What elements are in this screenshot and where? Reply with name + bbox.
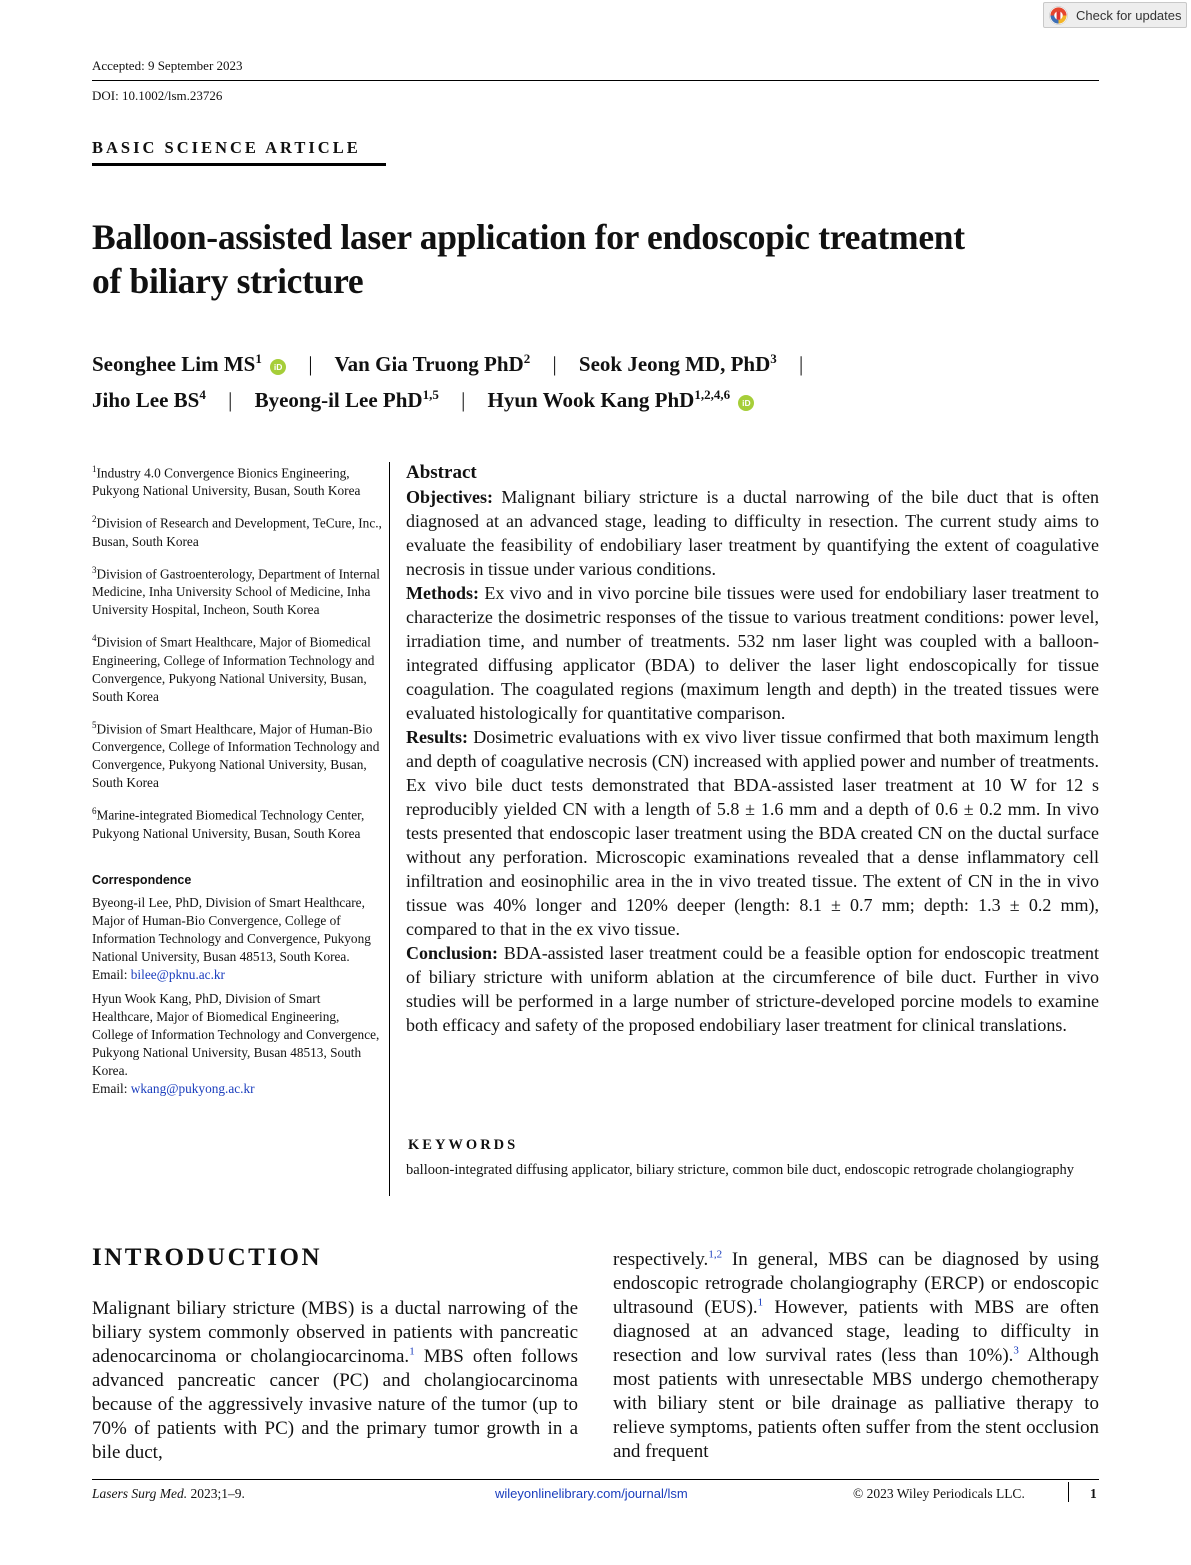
- results-label: Results:: [406, 727, 468, 747]
- orcid-icon[interactable]: iD: [270, 359, 286, 375]
- abstract-results: [406, 725, 1099, 941]
- footer-citation: [92, 1486, 245, 1502]
- author-line-2: [92, 382, 1092, 418]
- affiliation-text: Division of Smart Healthcare, Major of Biomedical Engineering, College of Information Technology and Convergence, Pukyong National University, Busan, South Korea: [92, 634, 375, 704]
- author-affiliation-sup: 3: [770, 351, 777, 366]
- abstract-heading: Abstract: [406, 462, 477, 483]
- author-affiliation-sup: 1,5: [422, 387, 439, 402]
- author-separator: |: [552, 352, 557, 376]
- introduction-heading: INTRODUCTION: [92, 1244, 323, 1271]
- author-name[interactable]: Van Gia Truong PhD: [334, 352, 524, 376]
- author-affiliation-sup: 4: [199, 387, 206, 402]
- footer-copyright: © 2023 Wiley Periodicals LLC.: [853, 1486, 1025, 1501]
- conclusion-label: Conclusion:: [406, 943, 499, 963]
- affiliation-text: Division of Gastroenterology, Department of Internal Medicine, Inha University School of Medicine, Inha University Hospital, Incheon, South Korea: [92, 566, 380, 618]
- body-text: Malignant biliary stricture (MBS) is a ductal narrowing of the biliary system commonly observed in patients with pancreatic adenocarcinoma or cholangiocarcinoma.: [92, 1298, 578, 1367]
- results-text: Dosimetric evaluations with ex vivo liver tissue confirmed that both maximum length and depth of coagulative necrosis (CN) increased with applied power and number of treatments. Ex vivo bile duct tests demonstrated that BDA‐assisted laser treatment at 10 W for 12 s reproducibly yielded CN with a length of 5.8 ± 1.6 mm and a depth of 0.6 ± 0.2 mm. In vivo tests presented that endoscopic laser treatment using the BDA created CN on the ductal surface without any perforation. Microscopic examinations revealed that a dense inflammatory cell infiltration and eosinophilic area in the in vivo treated tissue. The extent of CN in the in vivo tissue was 40% longer and 120% deeper (length: 8.1 ± 0.7 mm; depth: 1.3 ± 0.2 mm), compared to that in the ex vivo tissue.: [406, 727, 1099, 939]
- affiliation-number: 3: [92, 564, 97, 575]
- footer-url[interactable]: wileyonlinelibrary.com/journal/lsm: [495, 1486, 688, 1501]
- abstract-methods: [406, 581, 1099, 725]
- keywords-text: balloon‐integrated diffusing applicator, biliary stricture, common bile duct, endoscopic retrograde cholangiography: [406, 1162, 1074, 1178]
- author-affiliation-sup: 1,2,4,6: [694, 387, 731, 402]
- footer-journal: Lasers Surg Med.: [92, 1486, 188, 1501]
- body-text: respectively.: [613, 1249, 709, 1270]
- column-divider: [389, 462, 390, 1196]
- check-for-updates-label: Check for updates: [1076, 7, 1182, 23]
- header-rule: [92, 80, 1099, 81]
- author-name[interactable]: Seok Jeong MD, PhD: [578, 352, 771, 376]
- abstract-conclusion: [406, 941, 1099, 1037]
- affiliation-text: Marine‐integrated Biomedical Technology Center, Pukyong National University, Busan, South Korea: [92, 807, 365, 841]
- correspondence-entry: [92, 990, 382, 1098]
- author-separator: |: [308, 352, 313, 376]
- affiliation-number: 2: [92, 514, 97, 525]
- author-affiliation-sup: 2: [523, 351, 531, 366]
- email-link[interactable]: wkang@pukyong.ac.kr: [130, 1080, 255, 1096]
- author-line-1: [92, 346, 1092, 382]
- check-for-updates-button[interactable]: [1043, 2, 1187, 28]
- email-link[interactable]: bilee@pknu.ac.kr: [130, 966, 225, 982]
- citation-link[interactable]: 1: [757, 1296, 764, 1309]
- doi[interactable]: DOI: 10.1002/lsm.23726: [92, 88, 223, 103]
- crossmark-icon: [1049, 6, 1068, 25]
- affiliation-number: 4: [92, 633, 97, 644]
- methods-text: Ex vivo and in vivo porcine bile tissues were used for endobiliary laser treatment to characterize the dosimetric responses of the tissue to various treatment conditions: power level, irradiation time, and number of treatments. 532 nm laser light was coupled with a balloon‐integrated diffusing applicator (BDA) to deliver the laser light endoscopically for tissue coagulation. The coagulated regions (maximum length and depth) in the treated tissues were evaluated histologically for quantitative comparison.: [406, 583, 1099, 723]
- article-type: BASIC SCIENCE ARTICLE: [92, 138, 361, 157]
- affiliations-sidebar: [92, 460, 382, 1104]
- affiliation-text: Industry 4.0 Convergence Bionics Engineering, Pukyong National University, Busan, South Korea: [92, 465, 361, 499]
- accepted-date: Accepted: 9 September 2023: [92, 58, 243, 73]
- article-title: [92, 215, 1092, 303]
- article-type-rule: [92, 163, 386, 166]
- author-name[interactable]: Seonghee Lim MS: [92, 352, 256, 376]
- citation-link[interactable]: 3: [1013, 1344, 1019, 1357]
- correspondence-text: Hyun Wook Kang, PhD, Division of Smart Healthcare, Major of Biomedical Engineering, College of Information Technology and Convergence, Pukyong National University, Busan 48513, South Korea.: [92, 990, 380, 1078]
- body-text: MBS often follows advanced pancreatic cancer (PC) and cholangiocarcinoma because of the aggressively invasive nature of the tumor (up to 70% of patients with PC) and the primary tumor growth in a bile duct,: [92, 1346, 578, 1463]
- author-separator: |: [799, 352, 804, 376]
- affiliation-text: Division of Smart Healthcare, Major of Human‐Bio Convergence, College of Information Technology and Convergence, Pukyong National University, Busan, South Korea: [92, 721, 380, 791]
- conclusion-text: BDA‐assisted laser treatment could be a feasible option for endoscopic treatment of biliary stricture with uniform ablation at the circumference of bile duct. Further in vivo studies will be performed in a large number of stricture‐developed porcine models to examine both efficacy and safety of the proposed endobiliary laser treatment for clinical translations.: [406, 943, 1099, 1035]
- email-label: Email:: [92, 1080, 131, 1096]
- author-separator: |: [461, 388, 466, 412]
- footer-rule: [92, 1479, 1099, 1480]
- introduction-left-column: [92, 1297, 578, 1465]
- affiliation-number: 5: [92, 719, 97, 730]
- email-label: Email:: [92, 966, 131, 982]
- author-affiliation-sup: 1: [255, 351, 262, 366]
- author-list: [92, 346, 1092, 418]
- page-number: 1: [1090, 1486, 1097, 1501]
- affiliation-item: [92, 716, 382, 792]
- affiliation-item: [92, 629, 382, 705]
- title-line-1: Balloon‐assisted laser application for endoscopic treatment: [92, 217, 965, 257]
- author-name[interactable]: Jiho Lee BS: [92, 388, 200, 412]
- correspondence-entry: [92, 894, 382, 984]
- body-text: However, patients with MBS are often diagnosed at an advanced stage, leading to difficulty in resection and low survival rates (less than 10%).: [613, 1297, 1099, 1366]
- citation-link[interactable]: 1,2: [708, 1248, 723, 1261]
- methods-label: Methods:: [406, 583, 479, 603]
- affiliation-number: 6: [92, 806, 97, 817]
- correspondence-text: Byeong‐il Lee, PhD, Division of Smart Healthcare, Major of Human‐Bio Convergence, College of Information Technology and Convergence, Pukyong National University, Busan 48513, South Korea.: [92, 894, 371, 964]
- introduction-right-column: [613, 1248, 1099, 1464]
- objectives-label: Objectives:: [406, 487, 493, 507]
- body-text: In general, MBS can be diagnosed by using endoscopic retrograde cholangiography (ERCP) or endoscopic ultrasound (EUS).: [613, 1249, 1099, 1318]
- footer-divider: [1068, 1482, 1069, 1502]
- affiliation-text: Division of Research and Development, TeCure, Inc., Busan, South Korea: [92, 515, 382, 549]
- abstract: [406, 461, 1099, 1037]
- body-text: Although most patients with unresectable MBS undergo chemotherapy with biliary stent or bile drainage as palliative therapy to relieve symptoms, patients often suffer from the stent occlusion and frequent: [613, 1345, 1099, 1462]
- affiliation-item: [92, 802, 382, 842]
- title-line-2: of biliary stricture: [92, 261, 364, 301]
- orcid-icon[interactable]: iD: [738, 395, 754, 411]
- objectives-text: Malignant biliary stricture is a ductal narrowing of the bile duct that is often diagnosed at an advanced stage, leading to difficulty in resection. The current study aims to evaluate the feasibility of endobiliary laser treatment by quantifying the extent of coagulative necrosis in tissue under various conditions.: [406, 487, 1099, 579]
- author-name[interactable]: Byeong‐il Lee PhD: [254, 388, 423, 412]
- affiliation-item: [92, 561, 382, 619]
- keywords-heading: KEYWORDS: [408, 1137, 519, 1153]
- affiliation-number: 1: [92, 464, 97, 474]
- affiliation-item: [92, 510, 382, 550]
- affiliation-item: [92, 460, 382, 500]
- correspondence-heading: Correspondence: [92, 872, 192, 887]
- abstract-objectives: [406, 485, 1099, 581]
- footer-year-pages: 2023;1–9.: [187, 1486, 245, 1501]
- citation-link[interactable]: 1: [409, 1345, 415, 1358]
- author-separator: |: [228, 388, 233, 412]
- author-name[interactable]: Hyun Wook Kang PhD: [487, 388, 695, 412]
